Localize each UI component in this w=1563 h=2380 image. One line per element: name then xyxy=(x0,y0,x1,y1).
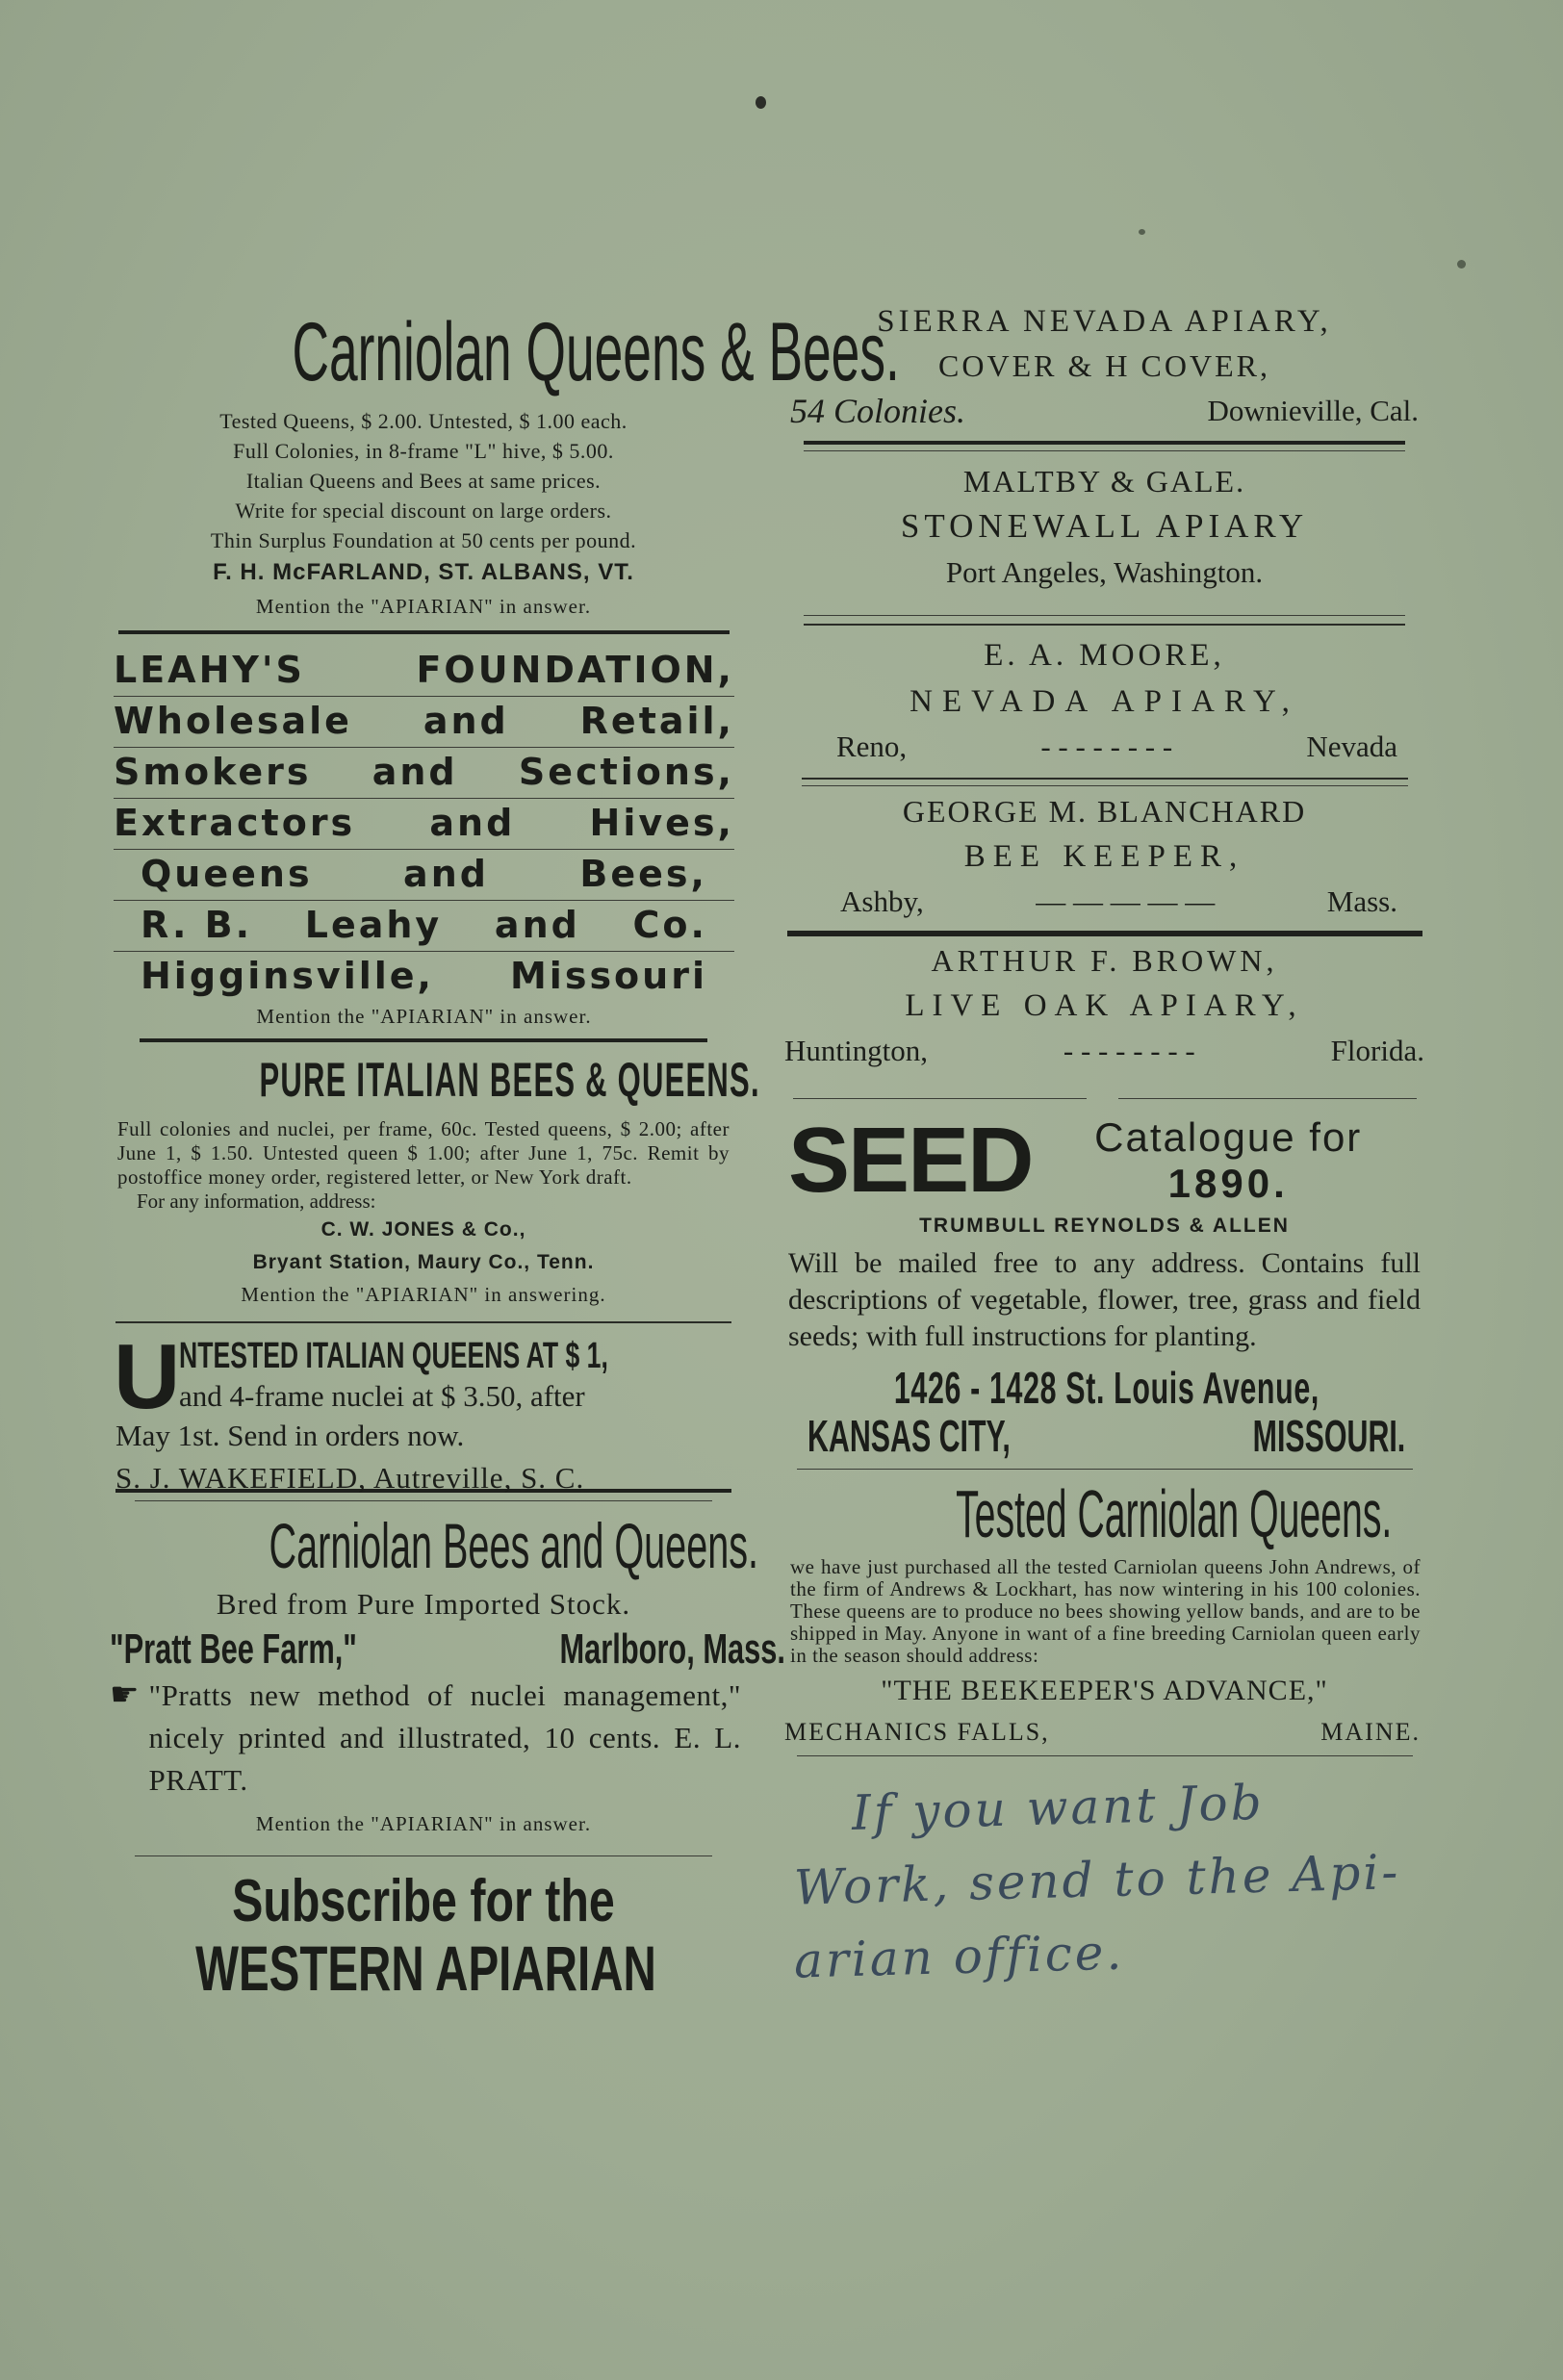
advance-town: MECHANICS FALLS, xyxy=(784,1718,1050,1746)
moore-dashes: - - - - - - - - xyxy=(1040,729,1173,763)
brown-name: ARTHUR F. BROWN, xyxy=(931,943,1278,978)
mcfarland-mention: Mention the "APIARIAN" in answer. xyxy=(255,595,592,618)
sierra-title: SIERRA NEVADA APIARY, xyxy=(877,304,1332,339)
seed-body: Will be mailed free to any address. Contains full descriptions of vegetable, flower, tree, grass and field seeds; with full instructions for planting. xyxy=(788,1247,1421,1352)
jones-ad xyxy=(106,1042,760,1310)
blanchard-role: BEE KEEPER, xyxy=(963,839,1245,874)
sierra-ad xyxy=(784,298,1424,435)
blanchard-name: GEORGE M. BLANCHARD xyxy=(902,794,1307,829)
sierra-colonies: 54 Colonies. xyxy=(790,392,966,430)
mcfarland-line: Write for special discount on large orders. xyxy=(235,499,612,523)
handwritten-line: arian office. xyxy=(793,1924,1125,1989)
jones-title: PURE ITALIAN BEES & QUEENS. xyxy=(259,1053,760,1107)
leahy-ad xyxy=(106,634,734,1031)
leahy-mention: Mention the "APIARIAN" in answer. xyxy=(256,1005,592,1028)
pratt-mention: Mention the "APIARIAN" in answer. xyxy=(255,1812,592,1835)
pratt-body: "Pratts new method of nuclei management," nicely printed and illustrated, 10 cents. E. L. PRATT. xyxy=(148,1678,741,1797)
divider xyxy=(804,441,1405,445)
advance-name: "THE BEEKEEPER'S ADVANCE," xyxy=(881,1675,1328,1706)
handwritten-note xyxy=(784,1756,1424,1989)
subscribe-ad xyxy=(106,1856,741,2003)
leahy-line: Extractors and Hives, xyxy=(114,799,734,850)
ink-speck xyxy=(1139,229,1145,235)
divider xyxy=(804,615,1405,616)
seed-year: 1890. xyxy=(1167,1161,1289,1206)
moore-state: Nevada xyxy=(1306,729,1397,763)
pratt-town: Marlboro, Mass. xyxy=(559,1625,785,1673)
jones-name: C. W. JONES & Co., xyxy=(320,1218,526,1241)
leahy-line: Higginsville, Missouri xyxy=(141,955,707,997)
maltby-place: Port Angeles, Washington. xyxy=(945,555,1264,589)
mcfarland-line: Italian Queens and Bees at same prices. xyxy=(245,469,602,493)
brown-town: Huntington, xyxy=(784,1034,928,1067)
maltby-apiary: STONEWALL APIARY xyxy=(900,507,1309,545)
wakefield-signature: S. J. WAKEFIELD, Autreville, S. C. xyxy=(115,1461,585,1495)
blanchard-town: Ashby, xyxy=(840,884,924,918)
mcfarland-line: Thin Surplus Foundation at 50 cents per pound. xyxy=(210,528,637,552)
jones-mention: Mention the "APIARIAN" in answering. xyxy=(241,1283,606,1306)
brown-apiary: LIVE OAK APIARY, xyxy=(905,988,1304,1023)
brown-state: Florida. xyxy=(1330,1034,1424,1067)
advance-title: Tested Carniolan Queens. xyxy=(956,1476,1393,1551)
blanchard-state: Mass. xyxy=(1326,884,1397,918)
ink-speck xyxy=(1457,260,1466,269)
wakefield-line2: and 4-frame nuclei at $ 3.50, after xyxy=(179,1379,585,1413)
divider xyxy=(1118,1098,1417,1099)
seed-city: KANSAS CITY, xyxy=(807,1411,1011,1461)
mcfarland-title: Carniolan Queens & Bees. xyxy=(292,306,900,398)
subscribe-line1: Subscribe for the xyxy=(232,1868,615,1934)
leahy-line: Wholesale and Retail, xyxy=(114,697,734,748)
moore-ad xyxy=(784,626,1424,770)
sierra-place: Downieville, Cal. xyxy=(1207,394,1419,427)
mcfarland-line: Full Colonies, in 8-frame "L" hive, $ 5.00. xyxy=(233,439,614,463)
subscribe-line2: WESTERN APIARIAN xyxy=(195,1932,656,2004)
pratt-ad xyxy=(106,1501,785,1846)
moore-town: Reno, xyxy=(836,729,908,763)
blanchard-dashes: — — — — — xyxy=(1036,884,1216,918)
seed-ad xyxy=(784,1099,1424,1461)
seed-address: 1426 - 1428 St. Louis Avenue, xyxy=(893,1363,1320,1413)
moore-apiary: NEVADA APIARY, xyxy=(910,684,1299,719)
brown-ad xyxy=(784,936,1424,1073)
ink-speck xyxy=(756,96,766,109)
advance-ad xyxy=(784,1470,1424,1750)
leahy-line: R. B. Leahy and Co. xyxy=(114,901,734,952)
pointing-hand-icon: ☛ xyxy=(110,1677,140,1713)
wakefield-initial: U xyxy=(114,1325,181,1428)
handwritten-line: Work, send to the Api- xyxy=(793,1844,1401,1916)
brown-dashes: - - - - - - - - xyxy=(1063,1034,1195,1067)
seed-big: SEED xyxy=(788,1109,1033,1212)
seed-state: MISSOURI. xyxy=(1252,1411,1405,1461)
wakefield-line1: NTESTED ITALIAN QUEENS AT $ 1, xyxy=(179,1336,608,1376)
wakefield-line3: May 1st. Send in orders now. xyxy=(115,1419,465,1452)
handwritten-line: If you want Job xyxy=(851,1774,1266,1841)
leahy-line: Smokers and Sections, xyxy=(114,748,734,799)
leahy-line: LEAHY'S FOUNDATION, xyxy=(114,646,734,697)
wakefield-ad xyxy=(106,1323,741,1495)
pratt-farm: "Pratt Bee Farm," xyxy=(110,1625,357,1673)
sierra-owners: COVER & H COVER, xyxy=(938,348,1270,383)
advance-state: MAINE. xyxy=(1320,1718,1421,1746)
pratt-subtitle: Bred from Pure Imported Stock. xyxy=(216,1587,631,1621)
leahy-line: Queens and Bees, xyxy=(114,850,734,901)
moore-name: E. A. MOORE, xyxy=(984,638,1225,673)
divider xyxy=(802,778,1408,780)
advance-body: we have just purchased all the tested Carniolan queens John Andrews, of the firm of Andrews & Lockhart, has now wintering in his 100 colonies. These queens are to produce no bees showing yellow bands, and are to be shipped in May. Anyone in want of a fine breeding Carniolan queen early in the season should address: xyxy=(790,1555,1421,1667)
mcfarland-signature: F. H. McFARLAND, ST. ALBANS, VT. xyxy=(213,559,634,585)
divider xyxy=(793,1098,1087,1099)
seed-catalogue: Catalogue for xyxy=(1094,1114,1363,1160)
maltby-ad xyxy=(784,451,1424,596)
seed-firm: TRUMBULL REYNOLDS & ALLEN xyxy=(919,1215,1290,1237)
blanchard-ad xyxy=(784,786,1424,925)
maltby-title: MALTBY & GALE. xyxy=(962,464,1246,499)
jones-address: Bryant Station, Maury Co., Tenn. xyxy=(252,1251,595,1273)
jones-info: For any information, address: xyxy=(137,1190,376,1213)
mcfarland-line: Tested Queens, $ 2.00. Untested, $ 1.00 each. xyxy=(219,409,628,433)
jones-body: Full colonies and nuclei, per frame, 60c. Tested queens, $ 2.00; after June 1, $ 1.50. Untested queen $ 1.00; after June 1, 75c. Remit by postoffice money order, registered letter, or New York draft. xyxy=(117,1117,730,1189)
pratt-title: Carniolan Bees and Queens. xyxy=(269,1510,759,1581)
right-column xyxy=(784,298,1424,1989)
